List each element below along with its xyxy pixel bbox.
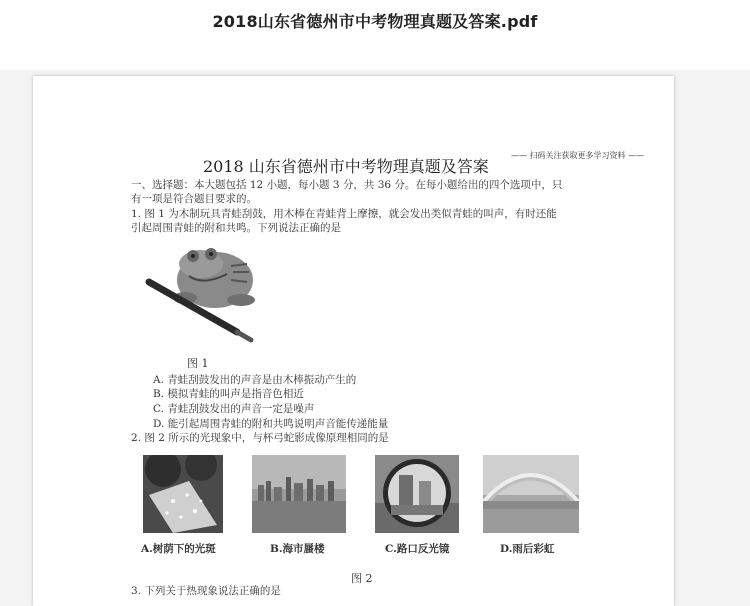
viewer-header [0, 0, 750, 70]
q2-caption-d: D.雨后彩虹 [500, 543, 555, 555]
figure-1-caption: 图 1 [187, 357, 209, 370]
pdf-page[interactable] [33, 76, 674, 606]
q1-option-b: B. 模拟青蛙的叫声是指音色相近 [153, 388, 304, 400]
file-title: 2018山东省德州市中考物理真题及答案.pdf [212, 12, 538, 31]
rainbow-icon [483, 455, 579, 533]
q1-option-d: D. 能引起周围青蛙的附和共鸣说明声音能传递能量 [153, 418, 389, 430]
mirage-city-icon [252, 455, 346, 533]
q2-caption-c: C.路口反光镜 [385, 543, 450, 555]
qr-banner-text: —— 扫码关注获取更多学习资料 —— [511, 151, 645, 160]
document-title: 2018 山东省德州市中考物理真题及答案 [203, 157, 489, 176]
tree-shade-icon [143, 455, 223, 533]
q2-stem: 2. 图 2 所示的光现象中，与杯弓蛇影成像原理相同的是 [131, 432, 389, 444]
q1-stem-line-1: 1. 图 1 为木制玩具青蛙刮鼓，用木棒在青蛙背上摩擦，就会发出类似青蛙的叫声，有时还能 [131, 208, 557, 220]
q1-stem-line-2: 引起周围青蛙的附和共鸣。下列说法正确的是 [131, 222, 341, 234]
section-intro-line-2: 有一项是符合题目要求的。 [131, 193, 257, 205]
figure-2-caption: 图 2 [351, 572, 373, 585]
convex-mirror-icon [375, 455, 459, 533]
q3-stem-partial: 3. 下列关于热现象说法正确的是 [131, 585, 281, 597]
q2-caption-a: A.树荫下的光斑 [141, 543, 216, 555]
q2-caption-b: B.海市蜃楼 [270, 543, 325, 555]
q1-option-a: A. 青蛙刮鼓发出的声音是由木棒振动产生的 [153, 374, 357, 386]
q1-option-c: C. 青蛙刮鼓发出的声音一定是噪声 [153, 403, 315, 415]
wooden-frog-icon [141, 236, 271, 346]
section-intro-line-1: 一、选择题：本大题包括 12 小题，每小题 3 分，共 36 分。在每小题给出的四个选项中，只 [131, 179, 563, 191]
